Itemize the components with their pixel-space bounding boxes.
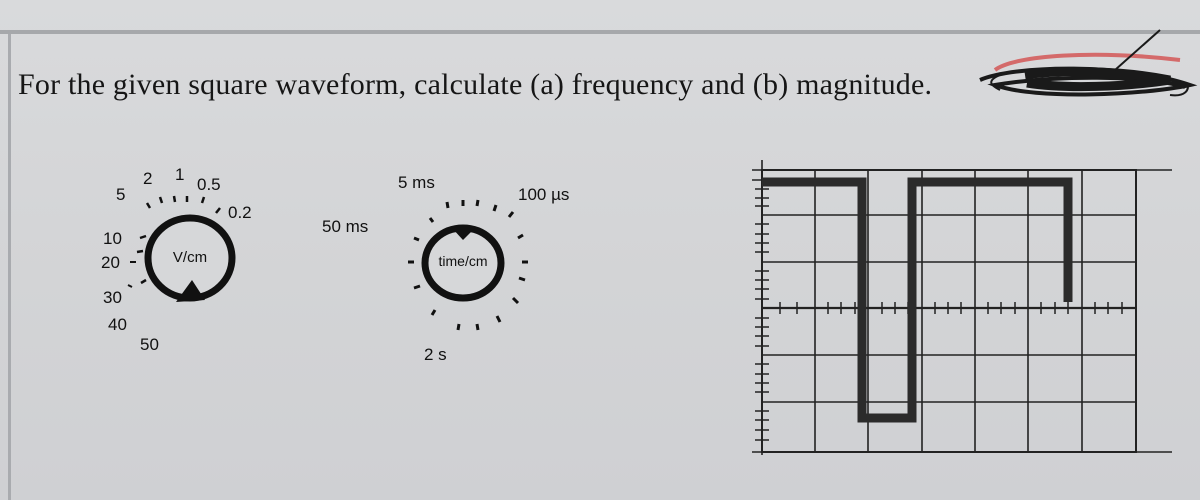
time-label-100us: 100 µs [518, 185, 570, 204]
time-label-2s: 2 s [424, 345, 447, 364]
volts-label-0-5: 0.5 [197, 175, 221, 194]
volts-label-20: 20 [101, 253, 120, 272]
oscilloscope-screen [752, 160, 1172, 455]
square-waveform-trace [762, 182, 1068, 418]
volts-label-5: 5 [116, 185, 126, 204]
volts-label-0-2: 0.2 [228, 203, 252, 222]
question-text: For the given square waveform, calculate (a) frequency and (b) magnitude. [18, 68, 933, 101]
volts-label-10: 10 [103, 229, 122, 248]
time-dial-center-label: time/cm [438, 253, 488, 269]
time-label-50ms: 50 ms [322, 217, 369, 236]
volts-per-cm-dial[interactable] [101, 165, 252, 354]
time-label-5ms: 5 ms [398, 173, 435, 192]
volts-label-1: 1 [175, 165, 185, 184]
volts-dial-center-label: V/cm [172, 249, 208, 266]
volts-dial-side-marks [128, 262, 136, 287]
volts-label-2: 2 [143, 169, 153, 188]
volts-label-40: 40 [108, 315, 127, 334]
volts-label-30: 30 [103, 288, 122, 307]
screen-frame [762, 170, 1136, 452]
volts-label-50: 50 [140, 335, 159, 354]
time-per-cm-dial[interactable] [322, 173, 569, 364]
